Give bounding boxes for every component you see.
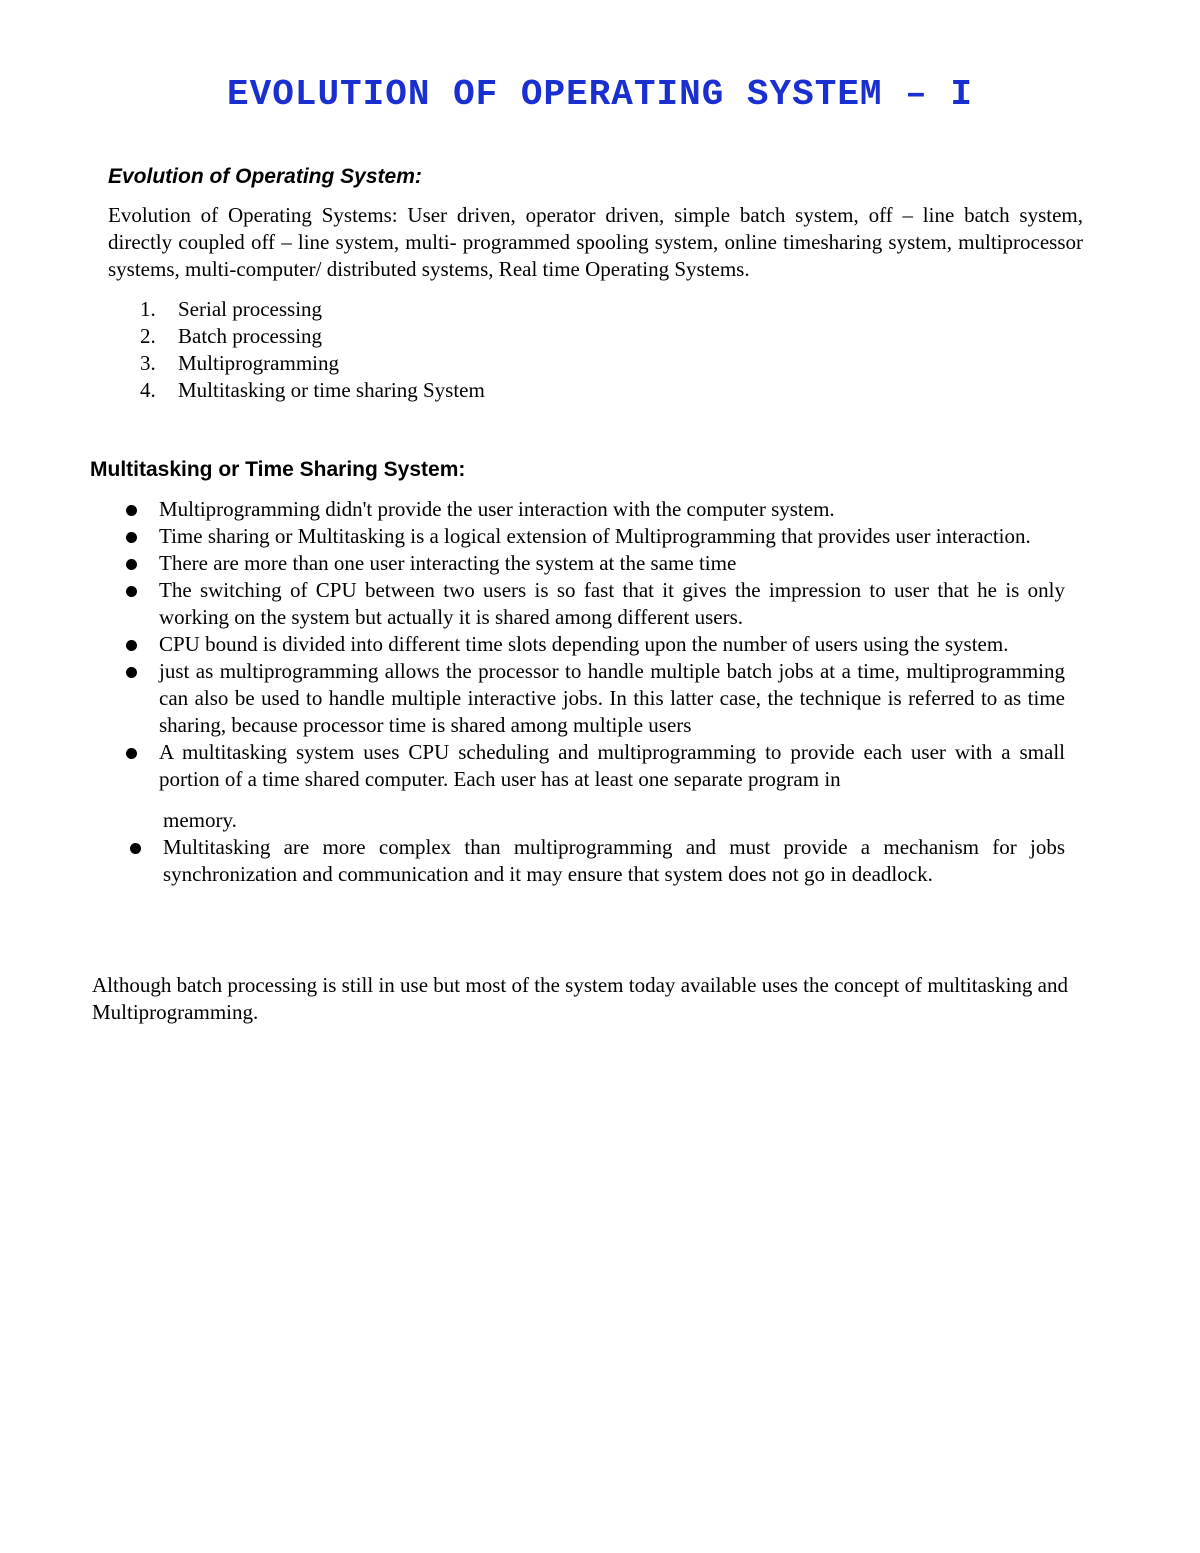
list-number: 3. (140, 351, 156, 375)
bullet-item (90, 577, 1065, 631)
bullet-text: just as multiprogramming allows the processor to handle multiple batch jobs at a time, multiprogramming can also be used to handle multiple interactive jobs. In this latter case, the technique is referred to as time sharing, because processor time is shared among multiple users (159, 659, 1065, 737)
list-item-text: Multiprogramming (178, 351, 339, 375)
multitasking-bullet-list (90, 496, 1065, 888)
bullet-dot-icon (130, 843, 141, 854)
bullet-text: Multitasking are more complex than multiprogramming and must provide a mechanism for jobs synchronization and communication and it may ensure that system does not go in deadlock. (163, 835, 1065, 886)
bullet-dot-icon (126, 586, 137, 597)
bullet-text: There are more than one user interacting the system at the same time (159, 551, 737, 575)
bullet-text: Multiprogramming didn't provide the user interaction with the computer system. (159, 497, 835, 521)
bullet-dot-icon (126, 640, 137, 651)
bullet-dot-icon (126, 667, 137, 678)
bullet-item (90, 834, 1065, 888)
list-item (108, 377, 1008, 404)
intro-paragraph: Evolution of Operating Systems: User driven, operator driven, simple batch system, off – line batch system, directly coupled off – line system, multi- programmed spooling system, online timesharing system, multiprocessor systems, multi-computer/ distributed systems, Real time Operating Systems. (108, 203, 1083, 281)
bullet-dot-icon (126, 559, 137, 570)
list-number: 2. (140, 324, 156, 348)
bullet-dot-icon (126, 748, 137, 759)
bullet-item (90, 739, 1065, 834)
bullet-dot-icon (126, 505, 137, 516)
evolution-stages-list (108, 296, 1008, 404)
section-heading-multitasking: Multitasking or Time Sharing System: (90, 458, 466, 481)
bullet-text: Time sharing or Multitasking is a logical extension of Multiprogramming that provides user interaction. (159, 524, 1031, 548)
page-title: EVOLUTION OF OPERATING SYSTEM – I (227, 74, 973, 115)
list-item (108, 350, 1008, 377)
bullet-text: CPU bound is divided into different time slots depending upon the number of users using the system. (159, 632, 1009, 656)
list-item-text: Batch processing (178, 324, 323, 348)
list-item (108, 323, 1008, 350)
section-heading-evolution: Evolution of Operating System: (108, 165, 422, 188)
closing-paragraph: Although batch processing is still in use but most of the system today available uses the concept of multitasking and Multiprogramming. (92, 973, 1068, 1024)
bullet-item (90, 496, 1065, 523)
list-number: 1. (140, 297, 156, 321)
bullet-item (90, 523, 1065, 550)
bullet-continuation-text: memory. (163, 808, 237, 832)
list-item-text: Multitasking or time sharing System (178, 378, 485, 402)
bullet-dot-icon (126, 532, 137, 543)
list-item (108, 296, 1008, 323)
bullet-text: The switching of CPU between two users is so fast that it gives the impression to user that he is only working on the system but actually it is shared among different users. (159, 578, 1065, 629)
list-number: 4. (140, 378, 156, 402)
bullet-item (90, 550, 1065, 577)
bullet-text: A multitasking system uses CPU scheduling and multiprogramming to provide each user with a small portion of a time shared computer. Each user has at least one separate program in (159, 740, 1065, 791)
bullet-item (90, 658, 1065, 739)
list-item-text: Serial processing (178, 297, 323, 321)
bullet-item (90, 631, 1065, 658)
